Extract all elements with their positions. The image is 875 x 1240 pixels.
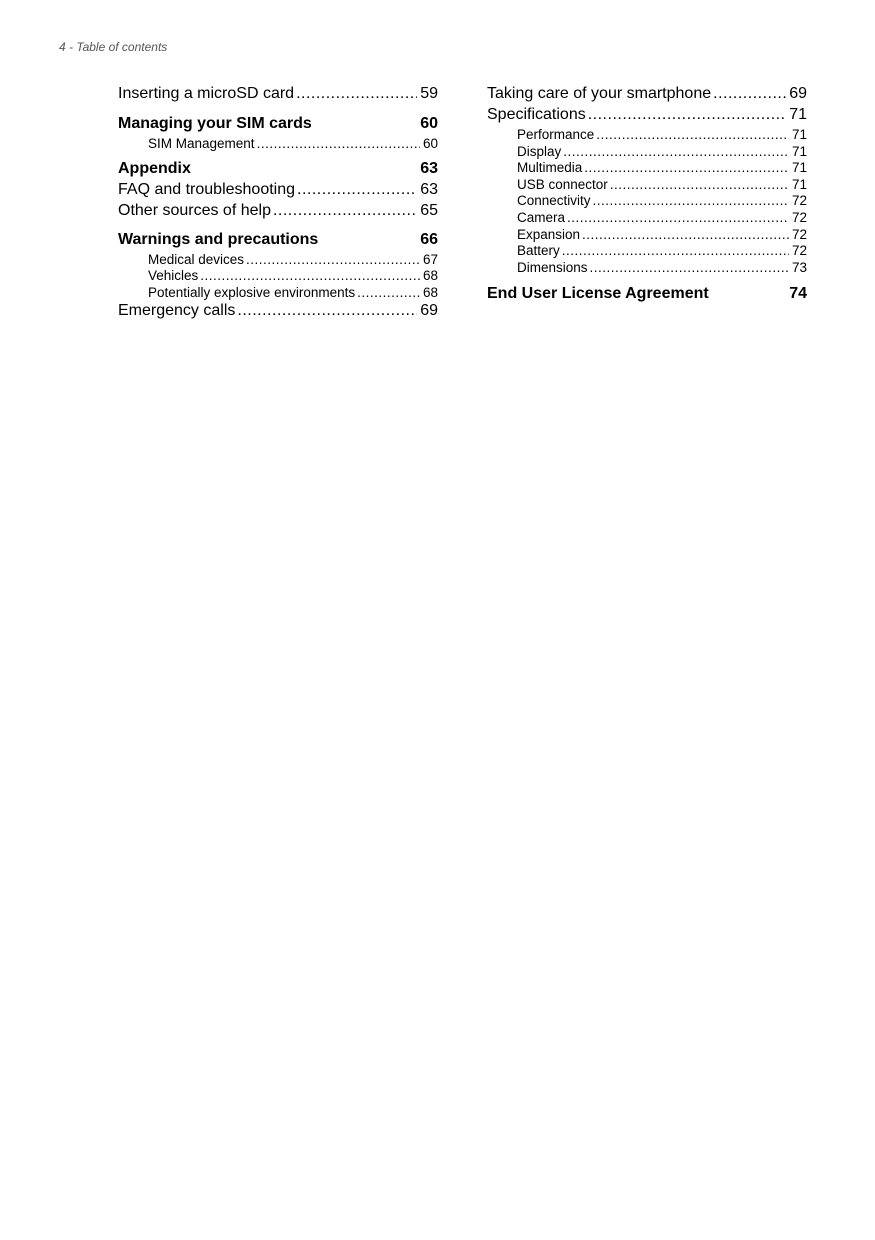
toc-entry-title: FAQ and troubleshooting	[118, 181, 296, 198]
toc-entry-specifications[interactable]	[487, 107, 807, 123]
toc-entry-page: 69	[789, 85, 807, 102]
toc-chapter-managing-sim-cards[interactable]	[118, 116, 438, 132]
toc-entry-title: Display	[517, 144, 562, 159]
toc-entry-title: Expansion	[517, 227, 581, 242]
toc-chapter-warnings-precautions[interactable]	[118, 232, 438, 248]
toc-entry-inserting-microsd-card[interactable]	[118, 86, 438, 102]
toc-entry-page: 67	[422, 252, 438, 267]
dot-leader	[273, 203, 417, 219]
running-header: 4 - Table of contents	[59, 40, 168, 54]
dot-leader	[584, 161, 789, 175]
toc-chapter-title: Managing your SIM cards	[118, 115, 312, 132]
toc-entry-page: 71	[791, 144, 807, 159]
toc-chapter-page: 74	[789, 285, 807, 302]
toc-chapter-page: 63	[420, 160, 438, 177]
toc-chapter-title: Warnings and precautions	[118, 231, 319, 248]
toc-chapter-title: End User License Agreement	[487, 285, 709, 302]
toc-entry-page: 73	[791, 260, 807, 275]
dot-leader	[296, 86, 417, 102]
toc-entry-title: Dimensions	[517, 260, 588, 275]
toc-entry-emergency-calls[interactable]	[118, 303, 438, 319]
dot-leader	[357, 286, 420, 300]
toc-chapter-title: Appendix	[118, 160, 191, 177]
toc-entry-usb-connector[interactable]	[517, 178, 807, 192]
toc-entry-page: 68	[422, 268, 438, 283]
toc-chapter-appendix[interactable]	[118, 161, 438, 177]
toc-entry-title: Performance	[517, 127, 595, 142]
toc-entry-page: 59	[420, 85, 438, 102]
dot-leader	[562, 244, 789, 258]
dot-leader	[246, 253, 420, 267]
toc-entry-taking-care-of-smartphone[interactable]	[487, 86, 807, 102]
dot-leader	[200, 269, 420, 283]
toc-entry-title: Potentially explosive environments	[148, 285, 356, 300]
dot-leader	[567, 211, 789, 225]
dot-leader	[713, 86, 786, 102]
toc-entry-title: Inserting a microSD card	[118, 85, 295, 102]
toc-entry-title: Multimedia	[517, 160, 583, 175]
toc-entry-title: Battery	[517, 243, 560, 258]
toc-entry-page: 71	[789, 106, 807, 123]
toc-entry-page: 69	[420, 302, 438, 319]
dot-leader	[582, 228, 789, 242]
toc-chapter-page: 66	[420, 231, 438, 248]
toc-entry-title: USB connector	[517, 177, 608, 192]
toc-entry-display[interactable]	[517, 145, 807, 159]
toc-entry-expansion[interactable]	[517, 228, 807, 242]
toc-entry-potentially-explosive-environments[interactable]	[148, 286, 438, 300]
toc-entry-page: 72	[791, 227, 807, 242]
toc-entry-vehicles[interactable]	[148, 269, 438, 283]
toc-entry-performance[interactable]	[517, 128, 807, 142]
toc-entry-other-sources-of-help[interactable]	[118, 203, 438, 219]
toc-entry-title: SIM Management	[148, 136, 255, 151]
toc-entry-medical-devices[interactable]	[148, 253, 438, 267]
toc-entry-camera[interactable]	[517, 211, 807, 225]
toc-entry-page: 71	[791, 177, 807, 192]
toc-entry-page: 63	[420, 181, 438, 198]
toc-entry-page: 65	[420, 202, 438, 219]
dot-leader	[590, 261, 789, 275]
toc-entry-title: Other sources of help	[118, 202, 271, 219]
toc-entry-page: 71	[791, 160, 807, 175]
dot-leader	[593, 194, 789, 208]
toc-entry-title: Emergency calls	[118, 302, 236, 319]
toc-entry-page: 72	[791, 243, 807, 258]
dot-leader	[297, 182, 417, 198]
toc-entry-title: Taking care of your smartphone	[487, 85, 712, 102]
dot-leader	[237, 303, 417, 319]
toc-entry-faq-troubleshooting[interactable]	[118, 182, 438, 198]
toc-entry-title: Specifications	[487, 106, 586, 123]
toc-entry-page: 68	[422, 285, 438, 300]
toc-entry-page: 71	[791, 127, 807, 142]
toc-entry-sim-management[interactable]	[148, 137, 438, 151]
dot-leader	[563, 145, 789, 159]
toc-entry-multimedia[interactable]	[517, 161, 807, 175]
dot-leader	[596, 128, 789, 142]
toc-entry-title: Medical devices	[148, 252, 245, 267]
toc-entry-title: Connectivity	[517, 193, 591, 208]
toc-chapter-end-user-license-agreement[interactable]	[487, 286, 807, 302]
dot-leader	[610, 178, 789, 192]
toc-entry-battery[interactable]	[517, 244, 807, 258]
toc-entry-dimensions[interactable]	[517, 261, 807, 275]
toc-chapter-page: 60	[420, 115, 438, 132]
toc-entry-title: Vehicles	[148, 268, 199, 283]
toc-entry-page: 72	[791, 193, 807, 208]
toc-entry-page: 60	[422, 136, 438, 151]
toc-entry-connectivity[interactable]	[517, 194, 807, 208]
dot-leader	[588, 107, 786, 123]
dot-leader	[257, 137, 420, 151]
toc-entry-page: 72	[791, 210, 807, 225]
toc-entry-title: Camera	[517, 210, 566, 225]
